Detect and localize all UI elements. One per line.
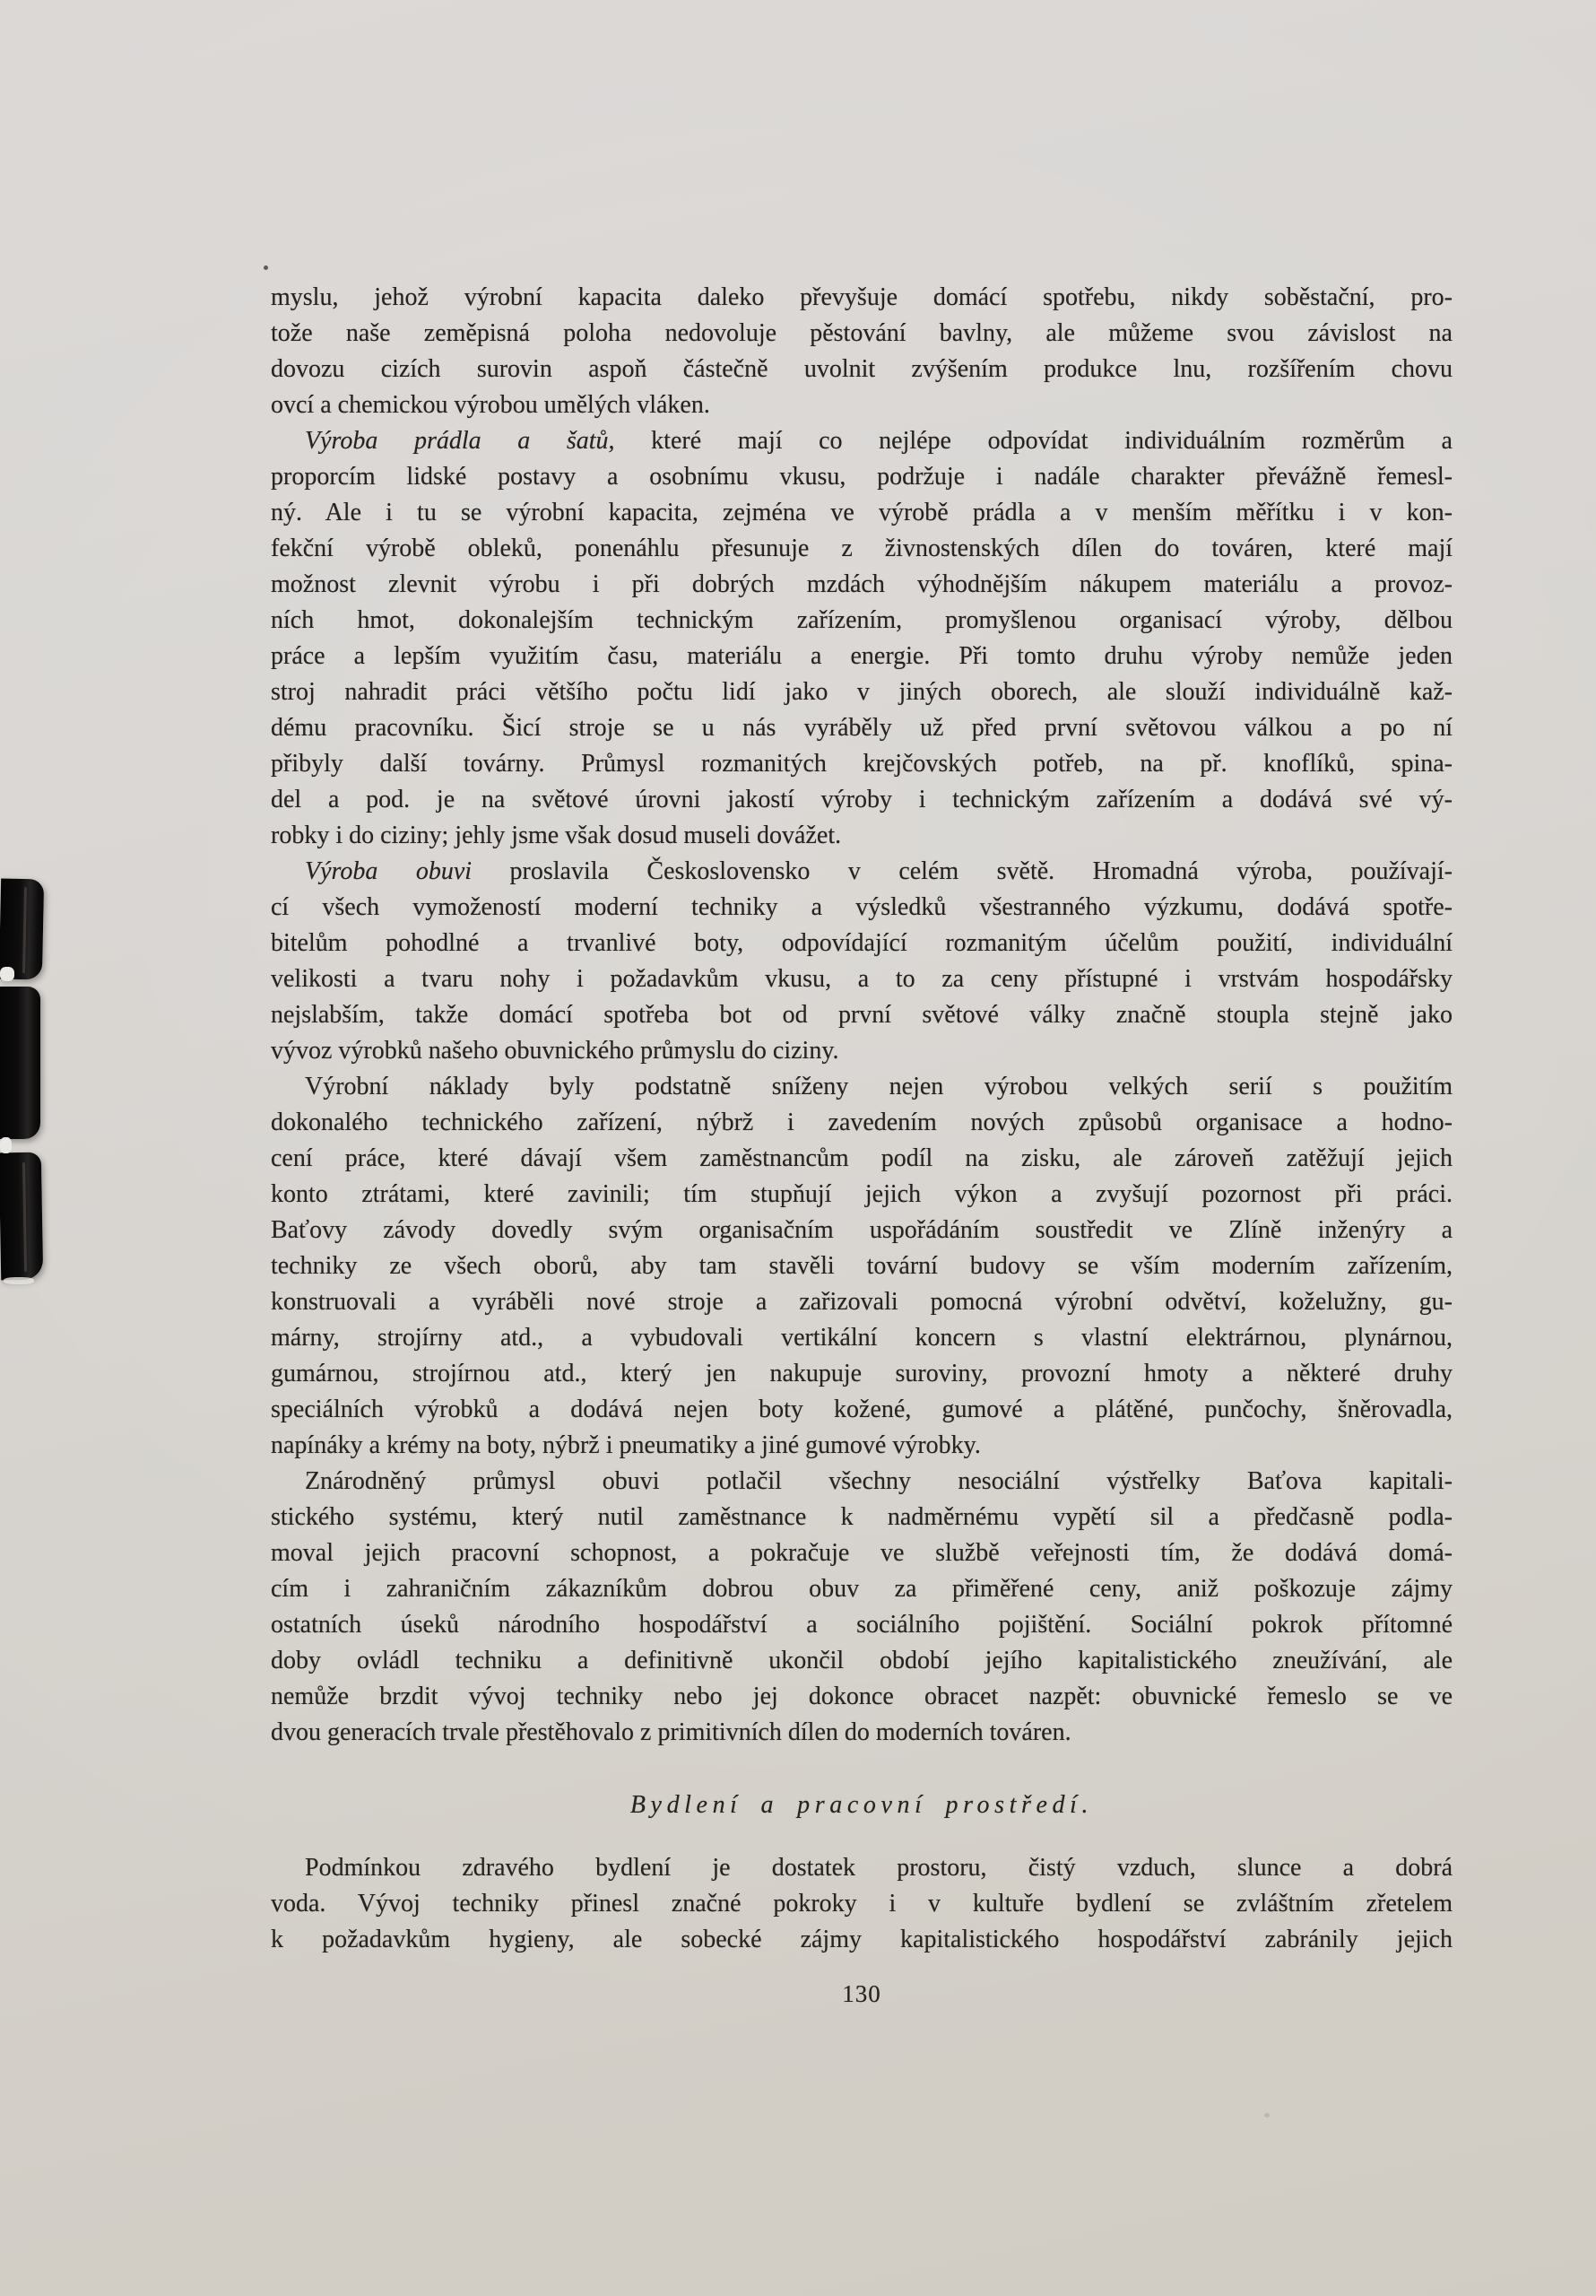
text-line: velikosti a tvaru nohy i požadavkům vkusu, a to za ceny přístupné i vrstvám hospodářsky (271, 965, 1453, 993)
text-line: tože naše zeměpisná poloha nedovoluje pěstování bavlny, ale můžeme svou závislost na (271, 319, 1453, 347)
text-line: márny, strojírny atd., a vybudovali vertikální koncern s vlastní elektrárnou, plynárnou, (271, 1324, 1453, 1352)
section-paragraphs (271, 1850, 1453, 1958)
text-line: nejslabším, takže domácí spotřeba bot od první světové války značně stoupla stejně jako (271, 1001, 1453, 1029)
text-line: Výroba obuvi proslavila Československo v celém světě. Hromadná výroba, používají- (305, 857, 1453, 885)
paragraph (271, 423, 1453, 854)
binding-glint (0, 1137, 12, 1153)
text-line: konstruovali a vyráběli nové stroje a zařizovali pomocná výrobní odvětví, koželužny, gu- (271, 1288, 1453, 1316)
text-line: voda. Vývoj techniky přinesl značné pokroky i v kultuře bydlení se zvláštním zřetelem (271, 1890, 1453, 1918)
text-line: dovozu cizích surovin aspoň částečně uvolnit zvýšením produkce lnu, rozšířením chovu (271, 355, 1453, 383)
paragraph (271, 1069, 1453, 1464)
binding-clip (0, 987, 40, 1139)
paper-speck (1264, 2113, 1270, 2118)
text-line: speciálních výrobků a dodává nejen boty kožené, gumové a plátěné, punčochy, šněrovadla, (271, 1396, 1453, 1423)
paragraph (271, 1850, 1453, 1958)
paragraph (271, 854, 1453, 1069)
text-line: ních hmot, dokonalejším technickým zařízením, promyšlenou organisací výroby, dělbou (271, 606, 1453, 634)
text-line: myslu, jehož výrobní kapacita daleko převyšuje domácí spotřebu, nikdy soběstační, pro- (271, 283, 1453, 311)
text-line: Znárodněný průmysl obuvi potlačil všechny nesociální výstřelky Baťova kapitali- (305, 1467, 1453, 1495)
text-line: doby ovládl techniku a definitivně ukončil období jejího kapitalistického zneužívání, ale (271, 1647, 1453, 1674)
text-line: moval jejich pracovní schopnost, a pokračuje ve službě veřejnosti tím, že dodává domá- (271, 1539, 1453, 1567)
text-line: cení práce, které dávají všem zaměstnancům podíl na zisku, ale zároveň zatěžují jejich (271, 1144, 1453, 1172)
text-line: cím i zahraničním zákazníkům dobrou obuv za přiměřené ceny, aniž poškozuje zájmy (271, 1575, 1453, 1603)
text-line: vývoz výrobků našeho obuvnického průmyslu do ciziny. (271, 1037, 839, 1065)
text-line: přibyly další továrny. Průmysl rozmanitých krejčovských potřeb, na př. knoflíků, spina- (271, 750, 1453, 778)
text-line: fekční výrobě obleků, ponenáhlu přesunuje z živnostenských dílen do továren, které mají (271, 535, 1453, 562)
text-line: cí všech vymožeností moderní techniky a výsledků všestranného výzkumu, dodává spotře- (271, 893, 1453, 921)
text-line: dokonalého technického zařízení, nýbrž i zavedením nových způsobů organisace a hodno- (271, 1109, 1453, 1136)
text-line: Výrobní náklady byly podstatně sníženy nejen výrobou velkých serií s použitím (305, 1073, 1453, 1100)
text-line: Výroba prádla a šatů, které mají co nejlépe odpovídat individuálním rozměrům a (305, 427, 1453, 455)
text-line: dému pracovníku. Šicí stroje se u nás vyráběly už před první světovou válkou a po ní (271, 714, 1453, 742)
text-line: nemůže brzdit vývoj techniky nebo jej dokonce obracet nazpět: obuvnické řemeslo se ve (271, 1683, 1453, 1710)
paragraph (271, 280, 1453, 423)
text-line: robky i do ciziny; jehly jsme však dosud museli dovážet. (271, 822, 842, 849)
binding-glint (0, 967, 14, 981)
text-line: ovcí a chemickou výrobou umělých vláken. (271, 391, 710, 419)
text-line: Baťovy závody dovedly svým organisačním uspořádáním soustředit ve Zlíně inženýry a (271, 1216, 1453, 1244)
intro-paragraphs (271, 280, 1453, 1751)
text-line: ostatních úseků národního hospodářství a sociálního pojištění. Sociální pokrok přítomné (271, 1611, 1453, 1639)
text-line: bitelům pohodlné a trvanlivé boty, odpovídající rozmanitým účelům použití, individuální (271, 929, 1453, 957)
text-line: konto ztrátami, které zavinili; tím stupňují jejich výkon a zvyšují pozornost při práci. (271, 1180, 1453, 1208)
binding-glint (4, 1277, 34, 1284)
text-line: Podmínkou zdravého bydlení je dostatek prostoru, čistý vzduch, slunce a dobrá (305, 1854, 1453, 1882)
text-line: proporcím lidské postavy a osobnímu vkusu, podržuje i nadále charakter převážně řemesl- (271, 463, 1453, 491)
text-line: dvou generacích trvale přestěhovalo z primitivních dílen do moderních továren. (271, 1718, 1071, 1746)
binding-clip (0, 879, 44, 980)
text-line: techniky ze všech oborů, aby tam stavěli tovární budovy se vším moderním zařízením, (271, 1252, 1453, 1280)
paper-speck (264, 265, 268, 270)
text-line: stroj nahradit práci většího počtu lidí jako v jiných oborech, ale slouží individuálně kaž- (271, 678, 1453, 706)
text-line: možnost zlevnit výrobu i při dobrých mzdách výhodnějším nákupem materiálu a provoz- (271, 570, 1453, 598)
text-line: gumárnou, strojírnou atd., který jen nakupuje suroviny, provozní hmoty a některé druhy (271, 1360, 1453, 1387)
clip-seam (22, 887, 27, 973)
text-line: napínáky a krémy na boty, nýbrž i pneumatiky a jiné gumové výrobky. (271, 1431, 981, 1459)
text-block (271, 280, 1453, 2012)
clip-seam (22, 1162, 27, 1272)
text-line: stického systému, který nutil zaměstnance k nadměrnému vypětí sil a předčasně podla- (271, 1503, 1453, 1531)
binding-clip (0, 1152, 43, 1281)
paragraph (271, 1464, 1453, 1751)
text-line: del a pod. je na světové úrovni jakostí výroby i technickým zařízením a dodává své vý- (271, 786, 1453, 813)
section-heading: Bydlení a pracovní prostředí. (629, 1791, 1094, 1819)
italic-phrase: Výroba obuvi (305, 857, 473, 885)
text-line: ný. Ale i tu se výrobní kapacita, zejména ve výrobě prádla a v menším měřítku i v kon- (271, 499, 1453, 526)
page-number: 130 (842, 1980, 881, 2007)
italic-phrase: Výroba prádla a šatů, (305, 427, 615, 455)
text-line: práce a lepším využitím času, materiálu a energie. Při tomto druhu výroby nemůže jeden (271, 642, 1453, 670)
text-line: k požadavkům hygieny, ale sobecké zájmy kapitalistického hospodářství zabránily jejich (271, 1926, 1453, 1953)
